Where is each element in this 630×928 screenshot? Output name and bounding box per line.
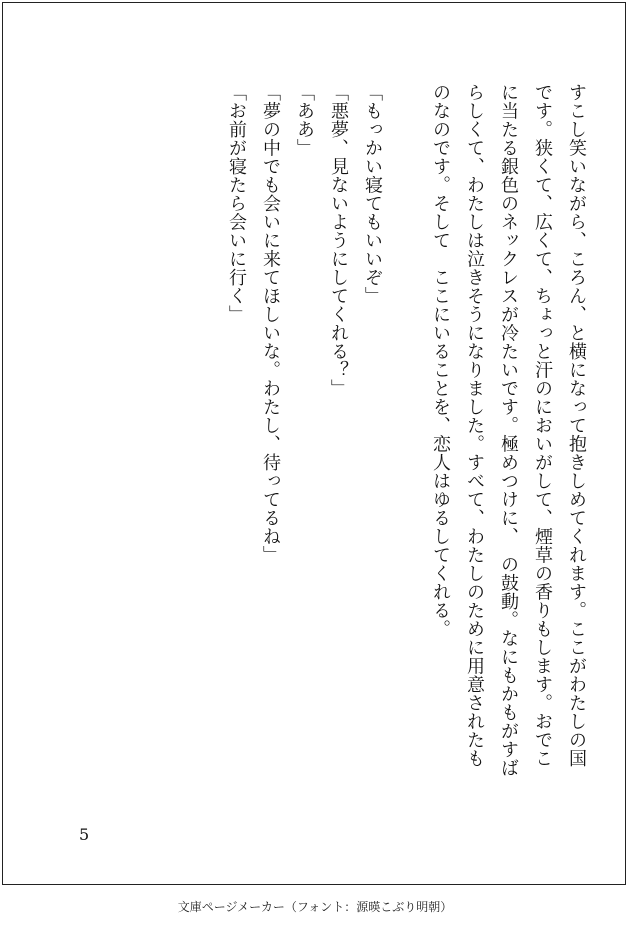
footer-credit: 文庫ページメーカー（フォント：源暎こぶり明朝） — [177, 900, 453, 914]
dialogue-line: 「ああ」 — [294, 83, 315, 157]
dialogue-line: 「夢の中でも会いに来てほしいな。わたし、待ってるね」 — [260, 83, 281, 564]
page-number: 5 — [79, 825, 90, 844]
vertical-text-area — [33, 83, 593, 783]
dialogue-line: 「悪夢、見ないようにしてくれる？」 — [328, 83, 349, 398]
dialogue-line: 「お前が寝たら会いに行く」 — [226, 83, 247, 324]
dialogue-line: 「もっかい寝てもいいぞ」 — [362, 83, 383, 305]
paragraph-gap — [389, 83, 423, 783]
narrative-paragraph: すこし笑いながら、ころん、と横になって抱きしめてくれます。ここがわたしの国です。狭くて、広くて、ちょっと汗のにおいがして、煙草の香りもします。おでこに当たる銀色のネックレスが冷たいです。極めつけに、 の鼓動。なにもかもがすばらしくて、わたしは泣きそうになりました。すべて、わたしのために用意されたものなのです。そして ここにいることを、恋人はゆるしてくれる。 — [430, 83, 587, 777]
book-page — [2, 2, 626, 885]
